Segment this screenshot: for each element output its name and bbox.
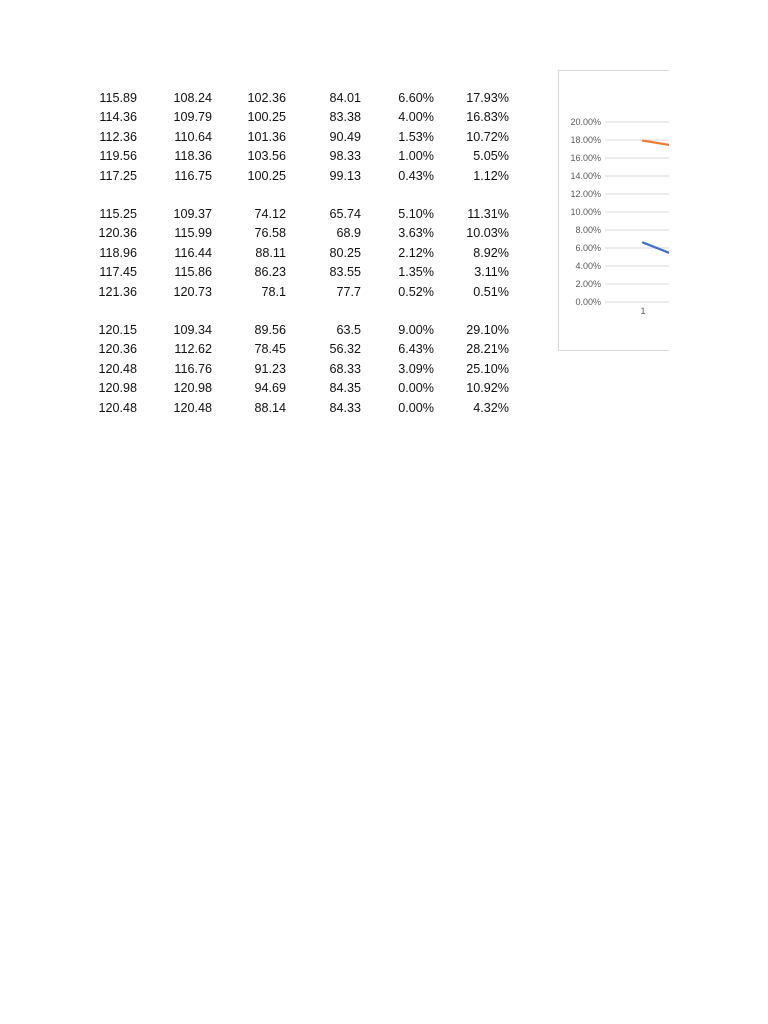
table-cell[interactable]: 56.32 bbox=[329, 342, 361, 357]
y-tick-label: 12.00% bbox=[570, 189, 601, 199]
y-tick-label: 4.00% bbox=[575, 261, 601, 271]
table-cell[interactable]: 17.93% bbox=[466, 91, 509, 105]
table-row bbox=[0, 283, 540, 302]
table-cell[interactable]: 6.60% bbox=[398, 91, 434, 105]
table-cell[interactable]: 76.58 bbox=[254, 226, 286, 241]
table-cell[interactable]: 116.44 bbox=[174, 245, 212, 260]
table-row bbox=[0, 167, 540, 186]
table-cell[interactable]: 68.33 bbox=[329, 361, 361, 376]
table-cell[interactable]: 118.96 bbox=[99, 245, 137, 260]
table-row bbox=[0, 89, 540, 108]
table-cell[interactable]: 5.05% bbox=[473, 149, 509, 164]
table-cell[interactable]: 99.13 bbox=[329, 168, 361, 183]
table-cell[interactable]: 80.25 bbox=[329, 245, 361, 260]
table-cell[interactable]: 121.36 bbox=[98, 284, 137, 299]
table-cell[interactable]: 74.12 bbox=[254, 207, 286, 221]
table-cell[interactable]: 77.7 bbox=[336, 284, 361, 299]
table-cell[interactable]: 103.56 bbox=[247, 149, 286, 164]
table-cell[interactable]: 88.11 bbox=[255, 245, 286, 260]
table-cell[interactable]: 115.86 bbox=[174, 265, 212, 280]
table-cell[interactable]: 11.31% bbox=[467, 207, 509, 221]
series-line-2[interactable] bbox=[643, 141, 669, 151]
table-cell[interactable]: 0.00% bbox=[398, 381, 434, 396]
table-cell[interactable]: 2.12% bbox=[398, 245, 434, 260]
table-cell[interactable]: 84.35 bbox=[329, 381, 361, 396]
table-cell[interactable]: 78.45 bbox=[254, 342, 286, 357]
y-tick-label: 8.00% bbox=[575, 225, 601, 235]
x-tick-label: 1 bbox=[640, 306, 646, 316]
table-cell[interactable]: 10.72% bbox=[466, 129, 509, 144]
table-cell[interactable]: 0.00% bbox=[398, 400, 434, 415]
table-row bbox=[0, 205, 540, 224]
chart-canvas bbox=[559, 71, 669, 350]
table-cell[interactable]: 29.10% bbox=[466, 323, 509, 337]
table-cell[interactable]: 63.5 bbox=[336, 323, 361, 337]
table-cell[interactable]: 119.56 bbox=[99, 149, 137, 164]
table-cell[interactable]: 110.64 bbox=[174, 129, 212, 144]
table-cell[interactable]: 6.43% bbox=[398, 342, 434, 357]
table-cell[interactable]: 84.33 bbox=[329, 400, 361, 415]
table-cell[interactable]: 91.23 bbox=[254, 361, 286, 376]
table-cell[interactable]: 116.75 bbox=[174, 168, 212, 183]
table-cell[interactable]: 98.33 bbox=[329, 149, 361, 164]
table-row bbox=[0, 224, 540, 243]
table-cell[interactable]: 120.48 bbox=[173, 400, 212, 415]
y-tick-label: 2.00% bbox=[575, 279, 601, 289]
table-cell[interactable]: 78.1 bbox=[261, 284, 286, 299]
table-cell[interactable]: 120.15 bbox=[98, 323, 137, 337]
table-cell[interactable]: 16.83% bbox=[466, 110, 509, 125]
table-cell[interactable]: 120.98 bbox=[98, 381, 137, 396]
table-cell[interactable]: 84.01 bbox=[329, 91, 361, 105]
table-cell[interactable]: 109.37 bbox=[173, 207, 212, 221]
table-cell[interactable]: 4.00% bbox=[398, 110, 434, 125]
table-cell[interactable]: 109.34 bbox=[173, 323, 212, 337]
table-cell[interactable]: 114.36 bbox=[99, 110, 137, 125]
table-cell[interactable]: 0.43% bbox=[398, 168, 434, 183]
table-cell[interactable]: 9.00% bbox=[398, 323, 434, 337]
table-cell[interactable]: 1.00% bbox=[398, 149, 434, 164]
table-cell[interactable]: 3.11% bbox=[474, 265, 509, 280]
table-cell[interactable]: 1.12% bbox=[473, 168, 509, 183]
y-tick-label: 20.00% bbox=[570, 117, 601, 127]
table-cell[interactable]: 1.53% bbox=[398, 129, 434, 144]
table-row bbox=[0, 360, 540, 379]
table-cell[interactable]: 109.79 bbox=[173, 110, 212, 125]
table-cell[interactable]: 116.76 bbox=[174, 361, 212, 376]
y-tick-label: 10.00% bbox=[570, 207, 601, 217]
series-line-1[interactable] bbox=[643, 243, 669, 266]
table-cell[interactable]: 89.56 bbox=[254, 323, 286, 337]
table-cell[interactable]: 120.48 bbox=[98, 361, 137, 376]
table-row bbox=[0, 108, 540, 127]
table-cell[interactable]: 101.36 bbox=[247, 129, 286, 144]
table-cell[interactable]: 115.89 bbox=[99, 91, 137, 105]
table-cell[interactable]: 3.63% bbox=[398, 226, 434, 241]
table-cell[interactable]: 4.32% bbox=[473, 400, 509, 415]
table-cell[interactable]: 83.38 bbox=[329, 110, 361, 125]
y-tick-label: 18.00% bbox=[570, 135, 601, 145]
table-row bbox=[0, 147, 540, 166]
table-cell[interactable]: 28.21% bbox=[466, 342, 509, 357]
table-cell[interactable]: 3.09% bbox=[398, 361, 434, 376]
table-cell[interactable]: 120.98 bbox=[173, 381, 212, 396]
table-row bbox=[0, 263, 540, 282]
y-tick-label: 14.00% bbox=[570, 171, 601, 181]
table-cell[interactable]: 115.25 bbox=[99, 207, 137, 221]
y-tick-label: 0.00% bbox=[575, 297, 601, 307]
table-cell[interactable]: 10.92% bbox=[466, 381, 509, 396]
table-cell[interactable]: 94.69 bbox=[254, 381, 286, 396]
table-cell[interactable]: 25.10% bbox=[466, 361, 509, 376]
table-cell[interactable]: 100.25 bbox=[247, 168, 286, 183]
table-cell[interactable]: 10.03% bbox=[466, 226, 509, 241]
table-row bbox=[0, 340, 540, 359]
table-row bbox=[0, 399, 540, 418]
table-cell[interactable]: 117.25 bbox=[99, 168, 137, 183]
table-cell[interactable]: 100.25 bbox=[247, 110, 286, 125]
table-cell[interactable]: 112.62 bbox=[174, 342, 212, 357]
y-tick-label: 6.00% bbox=[575, 243, 601, 253]
table-cell[interactable]: 0.51% bbox=[473, 284, 509, 299]
table-cell[interactable]: 5.10% bbox=[398, 207, 434, 221]
table-row bbox=[0, 244, 540, 263]
table-row bbox=[0, 128, 540, 147]
table-cell[interactable]: 86.23 bbox=[254, 265, 286, 280]
y-tick-label: 16.00% bbox=[570, 153, 601, 163]
table-cell[interactable]: 115.99 bbox=[174, 226, 212, 241]
table-cell[interactable]: 90.49 bbox=[329, 129, 361, 144]
table-cell[interactable]: 120.73 bbox=[173, 284, 212, 299]
table-row bbox=[0, 321, 540, 340]
table-cell[interactable]: 112.36 bbox=[99, 129, 137, 144]
table-cell[interactable]: 65.74 bbox=[329, 207, 361, 221]
line-chart[interactable] bbox=[558, 70, 669, 351]
table-cell[interactable]: 120.48 bbox=[98, 400, 137, 415]
table-cell[interactable]: 118.36 bbox=[174, 149, 212, 164]
table-cell[interactable]: 88.14 bbox=[254, 400, 286, 415]
table-cell[interactable]: 102.36 bbox=[247, 91, 286, 105]
table-cell[interactable]: 117.45 bbox=[99, 265, 137, 280]
table-cell[interactable]: 108.24 bbox=[173, 91, 212, 105]
table-row bbox=[0, 379, 540, 398]
table-cell[interactable]: 1.35% bbox=[398, 265, 434, 280]
table-cell[interactable]: 0.52% bbox=[398, 284, 434, 299]
table-cell[interactable]: 120.36 bbox=[98, 342, 137, 357]
table-cell[interactable]: 8.92% bbox=[473, 245, 509, 260]
table-cell[interactable]: 68.9 bbox=[336, 226, 361, 241]
table-cell[interactable]: 120.36 bbox=[98, 226, 137, 241]
table-cell[interactable]: 83.55 bbox=[329, 265, 361, 280]
